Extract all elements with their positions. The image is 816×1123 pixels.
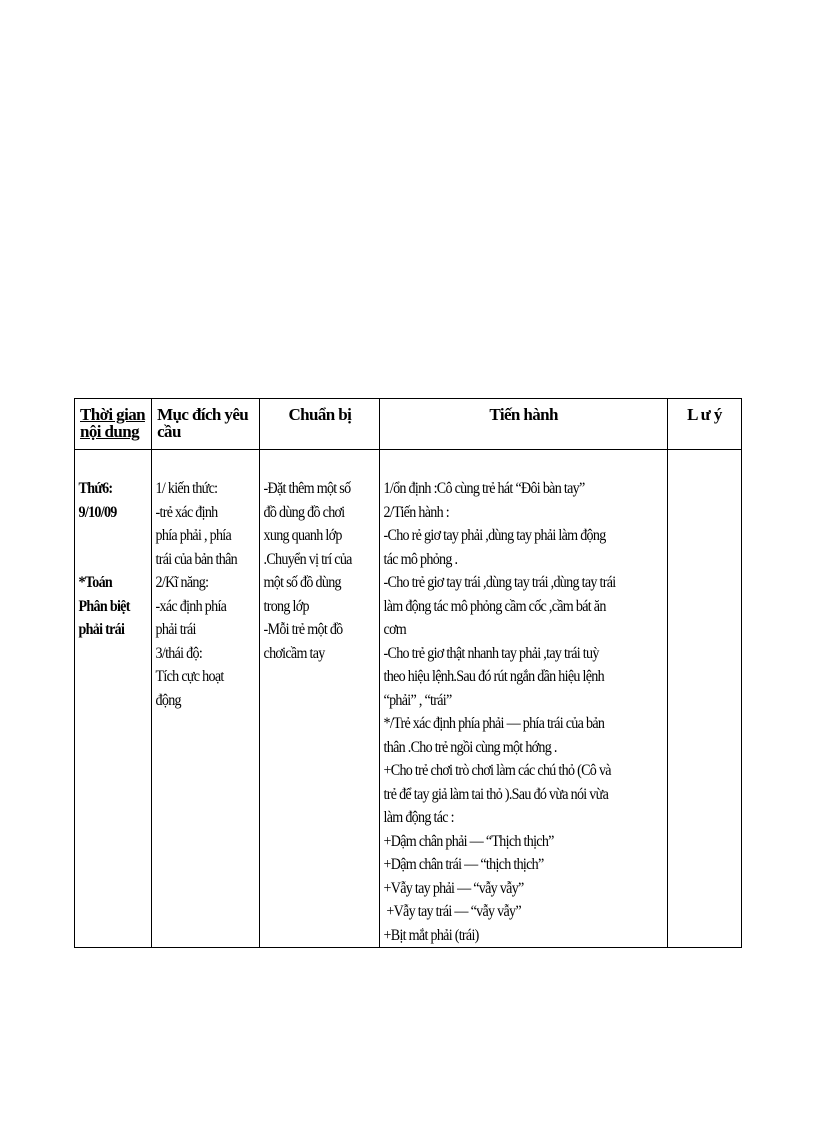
- objective-line: trái của bản thân: [155, 550, 238, 568]
- procedure-line: +Dậm chân phải — “Thịch thịch”: [383, 832, 555, 850]
- objective-line: phải trái: [155, 621, 196, 638]
- preparation-line: -Mỗi trẻ một đồ: [263, 621, 343, 638]
- lesson-plan-table: [74, 398, 742, 948]
- procedure-line: +Dậm chân trái — “thịch thịch”: [383, 856, 544, 873]
- procedure-line: theo hiệu lệnh.Sau đó rút ngắn dần hiệu lệnh: [383, 668, 605, 685]
- objectives-text: [152, 450, 246, 712]
- procedure-line: */Trẻ xác định phía phải — phía trái của bản: [383, 715, 605, 732]
- preparation-line: -Đặt thêm một số: [263, 480, 351, 497]
- procedure-line: làm động tác :: [383, 809, 455, 826]
- procedure-line: +Vẫy tay phải — “vẫy vẫy”: [383, 879, 525, 897]
- cell-procedure: [380, 450, 667, 948]
- header-preparation-label: Chuẩn bị: [288, 405, 352, 424]
- cell-objectives: [152, 450, 260, 948]
- header-procedure: [380, 399, 667, 450]
- time-content-text: [75, 450, 142, 642]
- header-objectives-label: Mục đích yêu cầu: [157, 405, 249, 441]
- header-procedure-label: Tiến hành: [489, 405, 558, 424]
- header-time-content: [75, 399, 152, 450]
- procedure-line: -Cho rẻ giơ tay phải ,dùng tay phải làm động: [383, 527, 607, 544]
- preparation-line: đồ dùng đồ chơi: [263, 503, 345, 521]
- objective-line: Tích cực hoạt: [155, 668, 224, 685]
- procedure-line: -Cho trẻ giơ tay trái ,dùng tay trái ,dùng tay trái: [383, 574, 616, 591]
- header-notes-label: L ư ý: [687, 405, 722, 424]
- header-notes: [667, 399, 741, 450]
- procedure-line: trẻ để tay giả làm tai thỏ ).Sau đó vừa nói vừa: [383, 785, 609, 803]
- procedure-line: +Bịt mắt phải (trái): [383, 926, 480, 944]
- header-preparation: [260, 399, 380, 450]
- procedure-line: “phải” , “trái”: [383, 691, 452, 709]
- procedure-line: 2/Tiến hành :: [383, 503, 450, 521]
- date-line: Thứ6:: [78, 480, 113, 497]
- objective-line: -trẻ xác định: [155, 503, 218, 521]
- preparation-line: xung quanh lớp: [263, 527, 342, 544]
- preparation-line: chơicầm tay: [263, 644, 325, 662]
- preparation-line: .Chuyển vị trí của: [263, 550, 353, 568]
- procedure-line: +Vẫy tay trái — “vẫy vẫy”: [383, 903, 522, 920]
- objective-line: động: [155, 691, 181, 709]
- header-objectives: [152, 399, 260, 450]
- objective-line: 1/ kiến thức:: [155, 480, 218, 497]
- procedure-line: thân .Cho trẻ ngồi cùng một hớng .: [383, 738, 558, 756]
- date-line: 9/10/09: [78, 503, 117, 521]
- table-header-row: [75, 399, 742, 450]
- procedure-line: làm động tác mô phỏng cầm cốc ,cầm bát ăn: [383, 597, 607, 615]
- preparation-text: [260, 450, 365, 665]
- cell-time-content: [75, 450, 152, 948]
- topic-line: phải trái: [78, 621, 125, 638]
- procedure-line: 1/ổn định :Cô cùng trẻ hát “Đôi bàn tay”: [383, 480, 585, 497]
- procedure-line: -Cho trẻ giơ thật nhanh tay phải ,tay trái tuỳ: [383, 644, 600, 662]
- topic-line: Phân biệt: [78, 597, 130, 615]
- procedure-line: cơm: [383, 621, 407, 638]
- header-time-content-label: Thời gian nội dung: [80, 405, 145, 441]
- objective-line: -xác định phía: [155, 597, 227, 615]
- table-row: [75, 450, 742, 948]
- procedure-line: +Cho trẻ chơi trò chơi làm các chú thỏ (Cô và: [383, 762, 612, 779]
- preparation-line: trong lớp: [263, 597, 310, 615]
- objective-line: 3/thái độ:: [155, 644, 203, 662]
- procedure-text: [380, 450, 632, 947]
- cell-preparation: [260, 450, 380, 948]
- objective-line: 2/Kĩ năng:: [155, 574, 209, 591]
- procedure-line: tác mô phỏng .: [383, 550, 458, 568]
- topic-line: *Toán: [78, 574, 113, 591]
- cell-notes: [667, 450, 741, 948]
- objective-line: phía phải , phía: [155, 527, 232, 544]
- preparation-line: một số đồ dùng: [263, 574, 342, 591]
